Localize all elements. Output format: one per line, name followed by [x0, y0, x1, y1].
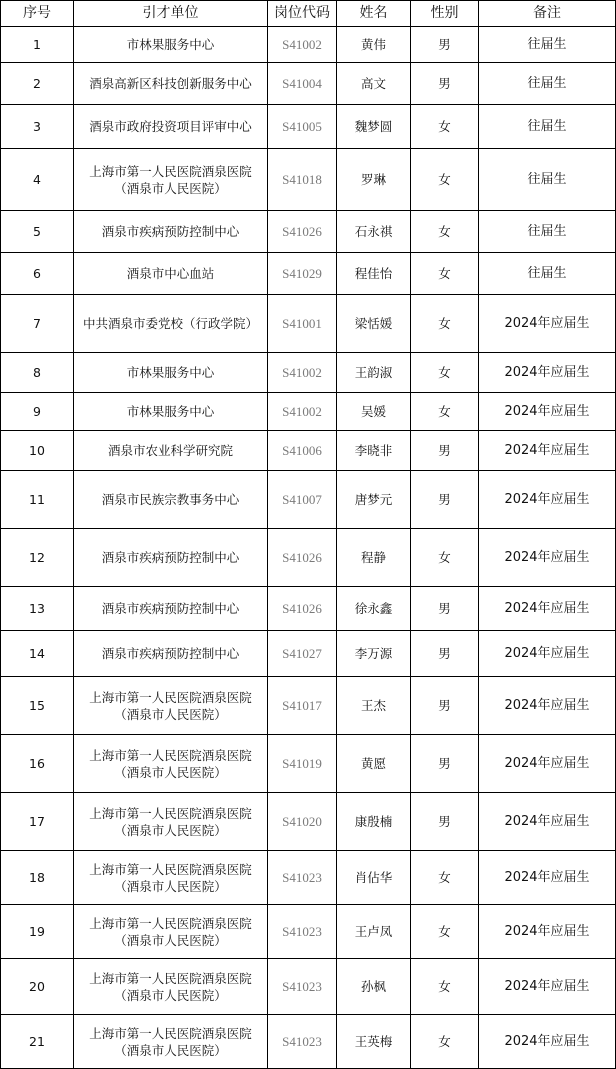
cell-unit — [74, 471, 268, 529]
cell-name: 徐永鑫 — [337, 587, 411, 631]
cell-no: 14 — [1, 631, 74, 677]
cell-unit-line: （酒泉市人民医院） — [114, 180, 227, 196]
cell-unit-line: （酒泉市人民医院） — [114, 822, 227, 838]
cell-code: S41018 — [268, 149, 337, 211]
cell-unit-line: （酒泉市人民医院） — [114, 878, 227, 894]
cell-name: 程静 — [337, 529, 411, 587]
cell-gender: 女 — [411, 529, 479, 587]
cell-no: 17 — [1, 793, 74, 851]
table-row — [1, 295, 616, 353]
cell-no: 12 — [1, 529, 74, 587]
cell-note: 2024年应届生 — [479, 529, 616, 587]
cell-gender: 女 — [411, 353, 479, 393]
cell-note: 2024年应届生 — [479, 631, 616, 677]
cell-unit — [74, 253, 268, 295]
table-row — [1, 529, 616, 587]
cell-code: S41005 — [268, 105, 337, 149]
cell-gender: 女 — [411, 393, 479, 431]
table-row — [1, 471, 616, 529]
cell-unit-line: （酒泉市人民医院） — [114, 1042, 227, 1058]
cell-note: 2024年应届生 — [479, 353, 616, 393]
cell-no: 11 — [1, 471, 74, 529]
cell-unit — [74, 793, 268, 851]
cell-gender: 女 — [411, 253, 479, 295]
cell-note: 2024年应届生 — [479, 1015, 616, 1069]
cell-gender: 女 — [411, 105, 479, 149]
cell-unit-line: 酒泉市中心血站 — [126, 266, 215, 281]
cell-name: 肖佔华 — [337, 851, 411, 905]
cell-note: 2024年应届生 — [479, 905, 616, 959]
cell-gender: 女 — [411, 295, 479, 353]
cell-unit-line: 酒泉市民族宗教事务中心 — [101, 492, 240, 507]
cell-note: 2024年应届生 — [479, 677, 616, 735]
table-row — [1, 431, 616, 471]
cell-note: 往届生 — [479, 149, 616, 211]
cell-unit-line: 上海市第一人民医院酒泉医院 — [89, 970, 252, 986]
cell-no: 13 — [1, 587, 74, 631]
cell-unit-line: 上海市第一人民医院酒泉医院 — [89, 1025, 252, 1041]
cell-name: 王韵淑 — [337, 353, 411, 393]
cell-no: 15 — [1, 677, 74, 735]
header-code: 岗位代码 — [268, 1, 337, 27]
cell-name: 程佳怡 — [337, 253, 411, 295]
cell-no: 4 — [1, 149, 74, 211]
cell-name: 罗琳 — [337, 149, 411, 211]
header-no: 序号 — [1, 1, 74, 27]
header-unit: 引才单位 — [74, 1, 268, 27]
cell-code: S41023 — [268, 959, 337, 1015]
table-header — [1, 1, 616, 27]
cell-code: S41002 — [268, 393, 337, 431]
table-row — [1, 27, 616, 63]
cell-gender: 女 — [411, 959, 479, 1015]
table-row — [1, 677, 616, 735]
header-name: 姓名 — [337, 1, 411, 27]
cell-unit — [74, 677, 268, 735]
cell-no: 1 — [1, 27, 74, 63]
cell-unit — [74, 211, 268, 253]
cell-code: S41004 — [268, 63, 337, 105]
cell-no: 6 — [1, 253, 74, 295]
cell-name: 黄伟 — [337, 27, 411, 63]
table-row — [1, 587, 616, 631]
cell-no: 19 — [1, 905, 74, 959]
cell-no: 8 — [1, 353, 74, 393]
table-row — [1, 1015, 616, 1069]
cell-unit — [74, 959, 268, 1015]
cell-name: 梁恬媛 — [337, 295, 411, 353]
cell-note: 往届生 — [479, 105, 616, 149]
cell-no: 2 — [1, 63, 74, 105]
cell-unit — [74, 905, 268, 959]
cell-name: 唐梦元 — [337, 471, 411, 529]
cell-unit-line: （酒泉市人民医院） — [114, 706, 227, 722]
cell-unit-line: 酒泉市农业科学研究院 — [107, 443, 233, 458]
cell-unit — [74, 295, 268, 353]
cell-unit — [74, 393, 268, 431]
cell-no: 7 — [1, 295, 74, 353]
cell-gender: 男 — [411, 793, 479, 851]
cell-note: 往届生 — [479, 253, 616, 295]
table-row — [1, 353, 616, 393]
cell-note: 2024年应届生 — [479, 587, 616, 631]
cell-code: S41027 — [268, 631, 337, 677]
cell-no: 16 — [1, 735, 74, 793]
cell-name: 王英梅 — [337, 1015, 411, 1069]
cell-name: 王卢凤 — [337, 905, 411, 959]
cell-unit — [74, 631, 268, 677]
cell-code: S41026 — [268, 211, 337, 253]
cell-code: S41023 — [268, 1015, 337, 1069]
cell-note: 往届生 — [479, 27, 616, 63]
cell-note: 往届生 — [479, 63, 616, 105]
cell-no: 5 — [1, 211, 74, 253]
cell-name: 王杰 — [337, 677, 411, 735]
cell-code: S41001 — [268, 295, 337, 353]
cell-unit-line: 上海市第一人民医院酒泉医院 — [89, 163, 252, 179]
cell-code: S41019 — [268, 735, 337, 793]
cell-unit-line: （酒泉市人民医院） — [114, 987, 227, 1003]
cell-unit-line: 上海市第一人民医院酒泉医院 — [89, 747, 252, 763]
cell-name: 吴媛 — [337, 393, 411, 431]
cell-unit — [74, 27, 268, 63]
cell-unit-line: 酒泉市疾病预防控制中心 — [101, 646, 240, 661]
cell-unit — [74, 105, 268, 149]
cell-name: 李晓非 — [337, 431, 411, 471]
table-row — [1, 959, 616, 1015]
cell-gender: 男 — [411, 631, 479, 677]
cell-note: 2024年应届生 — [479, 431, 616, 471]
cell-unit-line: 酒泉市疾病预防控制中心 — [101, 224, 240, 239]
cell-name: 石永祺 — [337, 211, 411, 253]
cell-no: 10 — [1, 431, 74, 471]
cell-code: S41002 — [268, 353, 337, 393]
cell-name: 康殷楠 — [337, 793, 411, 851]
cell-unit-line: 市林果服务中心 — [126, 37, 215, 52]
cell-name: 魏梦圆 — [337, 105, 411, 149]
cell-note: 2024年应届生 — [479, 471, 616, 529]
cell-note: 2024年应届生 — [479, 295, 616, 353]
cell-unit-line: 上海市第一人民医院酒泉医院 — [89, 861, 252, 877]
cell-name: 高文 — [337, 63, 411, 105]
cell-note: 往届生 — [479, 211, 616, 253]
table-row — [1, 851, 616, 905]
cell-no: 9 — [1, 393, 74, 431]
cell-unit — [74, 63, 268, 105]
cell-gender: 女 — [411, 905, 479, 959]
cell-unit-line: 酒泉市疾病预防控制中心 — [101, 550, 240, 565]
cell-unit-line: 市林果服务中心 — [126, 365, 215, 380]
cell-unit-line: 上海市第一人民医院酒泉医院 — [89, 915, 252, 931]
cell-name: 李万源 — [337, 631, 411, 677]
cell-no: 3 — [1, 105, 74, 149]
table-row — [1, 253, 616, 295]
cell-gender: 男 — [411, 27, 479, 63]
table-row — [1, 63, 616, 105]
cell-unit-line: 市林果服务中心 — [126, 404, 215, 419]
table-row — [1, 105, 616, 149]
cell-unit-line: 中共酒泉市委党校（行政学院） — [82, 316, 258, 331]
cell-note: 2024年应届生 — [479, 959, 616, 1015]
cell-note: 2024年应届生 — [479, 851, 616, 905]
cell-unit-line: （酒泉市人民医院） — [114, 932, 227, 948]
cell-unit — [74, 735, 268, 793]
cell-code: S41002 — [268, 27, 337, 63]
cell-unit-line: 上海市第一人民医院酒泉医院 — [89, 805, 252, 821]
header-gender: 性别 — [411, 1, 479, 27]
table-row — [1, 905, 616, 959]
cell-code: S41017 — [268, 677, 337, 735]
cell-unit — [74, 353, 268, 393]
cell-gender: 男 — [411, 63, 479, 105]
cell-note: 2024年应届生 — [479, 793, 616, 851]
cell-gender: 男 — [411, 471, 479, 529]
cell-unit-line: （酒泉市人民医院） — [114, 764, 227, 780]
cell-gender: 女 — [411, 851, 479, 905]
header-note: 备注 — [479, 1, 616, 27]
cell-code: S41006 — [268, 431, 337, 471]
cell-code: S41023 — [268, 905, 337, 959]
cell-gender: 男 — [411, 677, 479, 735]
cell-unit-line: 酒泉市政府投资项目评审中心 — [89, 119, 252, 134]
table-row — [1, 735, 616, 793]
table-row — [1, 631, 616, 677]
cell-unit — [74, 431, 268, 471]
cell-unit-line: 上海市第一人民医院酒泉医院 — [89, 689, 252, 705]
cell-unit — [74, 149, 268, 211]
cell-code: S41020 — [268, 793, 337, 851]
cell-unit — [74, 851, 268, 905]
cell-name: 黄愿 — [337, 735, 411, 793]
cell-code: S41007 — [268, 471, 337, 529]
cell-note: 2024年应届生 — [479, 393, 616, 431]
cell-gender: 男 — [411, 587, 479, 631]
cell-no: 21 — [1, 1015, 74, 1069]
table-row — [1, 149, 616, 211]
cell-gender: 女 — [411, 211, 479, 253]
cell-gender: 女 — [411, 1015, 479, 1069]
cell-code: S41026 — [268, 529, 337, 587]
cell-unit-line: 酒泉高新区科技创新服务中心 — [89, 76, 252, 91]
cell-unit — [74, 529, 268, 587]
cell-gender: 男 — [411, 735, 479, 793]
cell-gender: 男 — [411, 431, 479, 471]
cell-no: 18 — [1, 851, 74, 905]
cell-unit — [74, 1015, 268, 1069]
cell-gender: 女 — [411, 149, 479, 211]
cell-unit — [74, 587, 268, 631]
table-row — [1, 211, 616, 253]
cell-code: S41029 — [268, 253, 337, 295]
cell-name: 孙枫 — [337, 959, 411, 1015]
table-body — [1, 27, 616, 1069]
header-row — [1, 1, 616, 27]
cell-code: S41026 — [268, 587, 337, 631]
cell-code: S41023 — [268, 851, 337, 905]
cell-unit-line: 酒泉市疾病预防控制中心 — [101, 601, 240, 616]
table-row — [1, 393, 616, 431]
table-row — [1, 793, 616, 851]
cell-note: 2024年应届生 — [479, 735, 616, 793]
cell-no: 20 — [1, 959, 74, 1015]
